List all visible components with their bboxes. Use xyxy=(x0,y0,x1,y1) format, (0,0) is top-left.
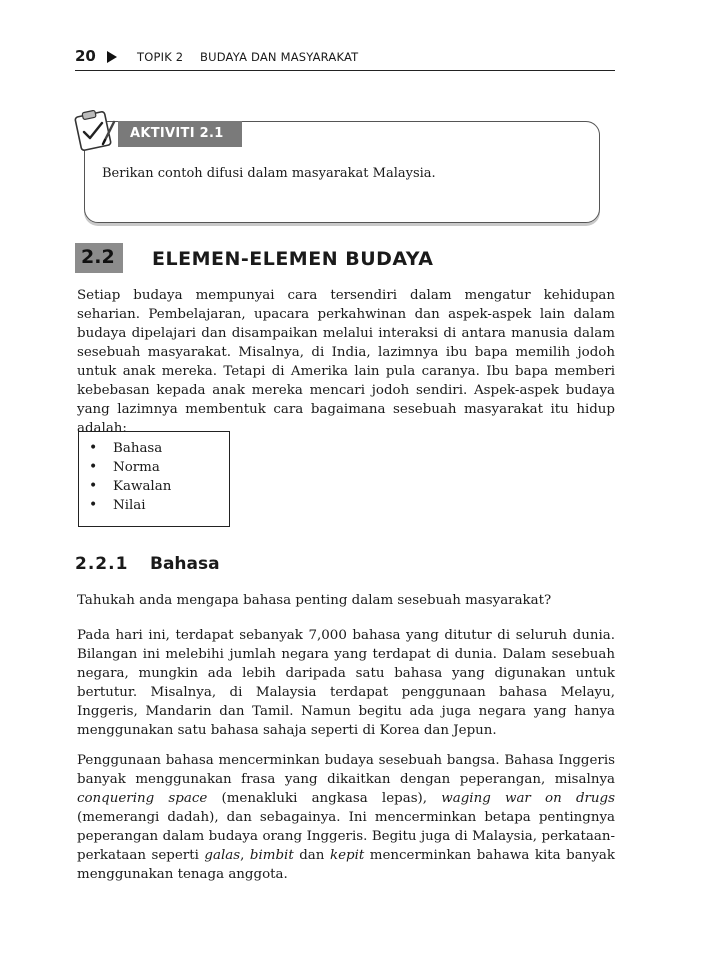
subsection-number: 2.2.1 xyxy=(75,554,129,574)
topic-title: BUDAYA DAN MASYARAKAT xyxy=(200,50,359,64)
page-number: 20 xyxy=(75,47,96,65)
paragraph-text: Penggunaan bahasa mencerminkan budaya sesebuah bangsa. Bahasa Inggeris banyak menggunakan frasa yang dikaitkan dengan peperangan, misalnya xyxy=(77,753,615,787)
paragraph-text: mencerminkan bahawa kita banyak menggunakan tenaga anggota. xyxy=(77,848,616,882)
subsection-question: Tahukah anda mengapa bahasa penting dalam sesebuah masyarakat? xyxy=(77,593,552,608)
italic-phrase: galas xyxy=(204,848,241,863)
italic-phrase: conquering space xyxy=(77,791,208,806)
section-paragraph: Setiap budaya mempunyai cara tersendiri dalam mengatur kehidupan seharian. Pembelajaran, upacara perkahwinan dan aspek-aspek lain dalam budaya dipelajari dan disampaikan melalui interaksi di antara manusia dalam sesebuah masyarakat. Misalnya, di India, lazimnya ibu bapa memilih jodoh untuk anak mereka. Tetapi di Amerika lain pula caranya. Ibu bapa memberi kebebasan kepada anak mereka mencari jodoh sendiri. Aspek-aspek budaya yang lazimnya membentuk cara bagaimana sesebuah masyarakat itu hidup adalah: xyxy=(77,288,615,436)
bullet-item: • Nilai xyxy=(89,496,171,515)
subsection-paragraph-2: Pada hari ini, terdapat sebanyak 7,000 bahasa yang ditutur di seluruh dunia. Bilangan ini melebihi jumlah negara yang terdapat di dunia. Dalam sesebuah negara, mungkin ada lebih daripada satu bahasa yang digunakan untuk bertutur. Misalnya, di Malaysia terdapat penggunaan bahasa Melayu, Inggeris, Mandarin dan Tamil. Namun begitu ada juga negara yang hanya menggunakan satu bahasa sahaja seperti di Korea dan Jepun. xyxy=(77,628,615,738)
bullet-list-box xyxy=(78,431,230,527)
paragraph-text: (menakluki angkasa lepas), xyxy=(207,791,442,806)
italic-phrase: bimbit xyxy=(249,848,294,863)
italic-phrase: waging war on drugs xyxy=(441,791,615,806)
bullet-item: • Bahasa xyxy=(89,439,171,458)
bullet-item: • Kawalan xyxy=(89,477,171,496)
section-title: ELEMEN-ELEMEN BUDAYA xyxy=(152,248,434,270)
page-header xyxy=(75,46,615,71)
clipboard-check-icon xyxy=(70,108,118,152)
bullet-item: • Norma xyxy=(89,458,171,477)
subsection-paragraph-3 xyxy=(77,751,615,884)
activity-label: AKTIVITI 2.1 xyxy=(130,126,224,141)
section-number: 2.2 xyxy=(81,246,115,268)
paragraph-text: , xyxy=(240,848,250,863)
paragraph-text: (memerangi dadah), dan sebagainya. Ini mencerminkan betapa pentingnya peperangan dalam budaya orang Inggeris. Begitu juga di Malaysia, perkataan-perkataan seperti xyxy=(77,810,615,863)
paragraph-text: dan xyxy=(293,848,330,863)
topic-label: TOPIK 2 xyxy=(137,50,184,64)
triangle-right-icon xyxy=(107,51,117,63)
activity-text: Berikan contoh difusi dalam masyarakat Malaysia. xyxy=(102,166,436,181)
subsection-title: Bahasa xyxy=(150,554,220,574)
italic-phrase: kepit xyxy=(329,848,365,863)
bullet-list xyxy=(89,439,171,515)
